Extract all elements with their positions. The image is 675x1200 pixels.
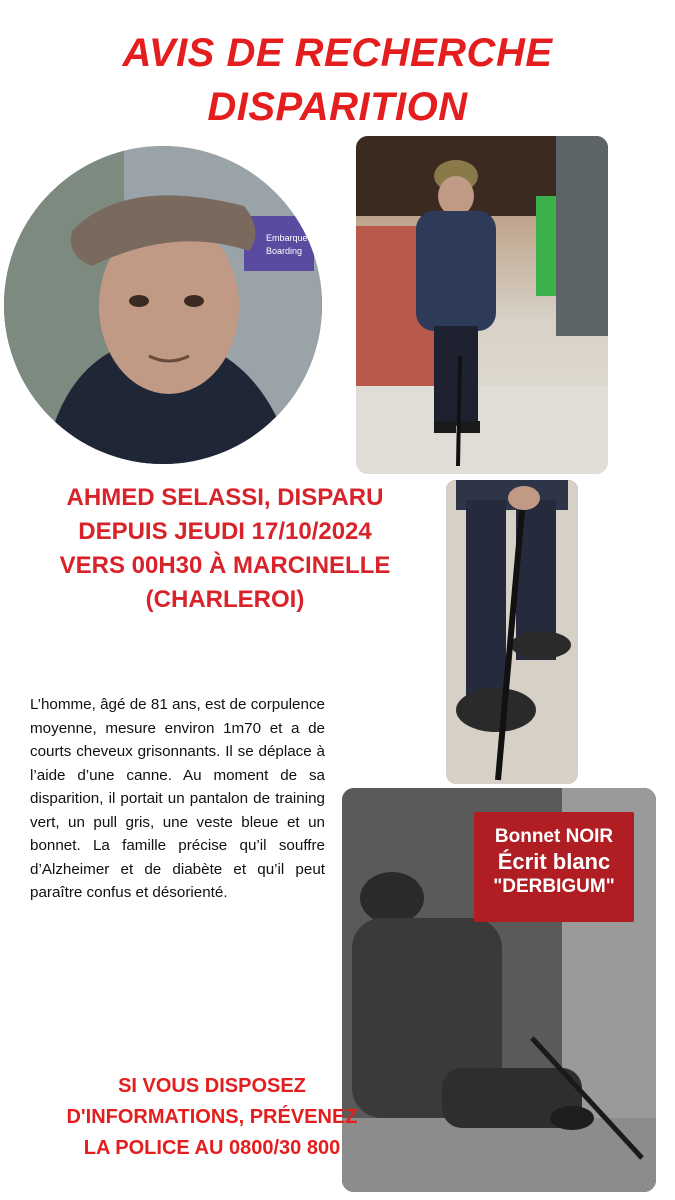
legs-cane-photo	[446, 480, 578, 784]
identity-name-line: AHMED SELASSI, DISPARU	[66, 484, 384, 511]
contact-line-2: D'INFORMATIONS, PRÉVENEZ	[66, 1106, 358, 1128]
identity-date-line: DEPUIS JEUDI 17/10/2024	[78, 518, 372, 545]
callout-hat-text-color: Écrit blanc	[497, 849, 611, 874]
notice-subtitle: DISPARITION	[207, 85, 468, 129]
portrait-illustration	[4, 146, 322, 464]
contact-line-1: SI VOUS DISPOSEZ	[118, 1075, 306, 1097]
legs-illustration	[446, 480, 578, 784]
callout-hat-brand: "DERBIGUM"	[493, 876, 615, 897]
callout-hat-color: Bonnet NOIR	[494, 826, 614, 847]
notice-title: AVIS DE RECHERCHE	[122, 31, 553, 75]
hat-callout-badge	[474, 812, 634, 922]
store-photo	[356, 136, 608, 474]
boarding-sign-text: Embarque	[266, 233, 308, 243]
identity-place-line: VERS 00H30 À MARCINELLE	[59, 552, 391, 579]
contact-line-3: LA POLICE AU 0800/30 800	[83, 1137, 341, 1159]
portrait-photo	[4, 146, 322, 464]
contact-police-notice	[22, 1071, 402, 1164]
description-paragraph: L’homme, âgé de 81 ans, est de corpulence moyenne, mesure environ 1m70 et a de courts cheveux grisonnants. Il se déplace à l’aide d’une canne. Au moment de sa disparition, il portait un pantalon de training vert, un pull gris, une veste bleue et un bonnet. La famille précise qu’il souffre d’Alzheimer et de diabète et qu’il peut paraître confus et désorienté.	[30, 696, 325, 901]
store-illustration	[356, 136, 608, 474]
boarding-sign-text-en: Boarding	[266, 246, 303, 256]
missing-person-identity	[20, 481, 430, 617]
identity-city-line: (CHARLEROI)	[145, 586, 305, 613]
